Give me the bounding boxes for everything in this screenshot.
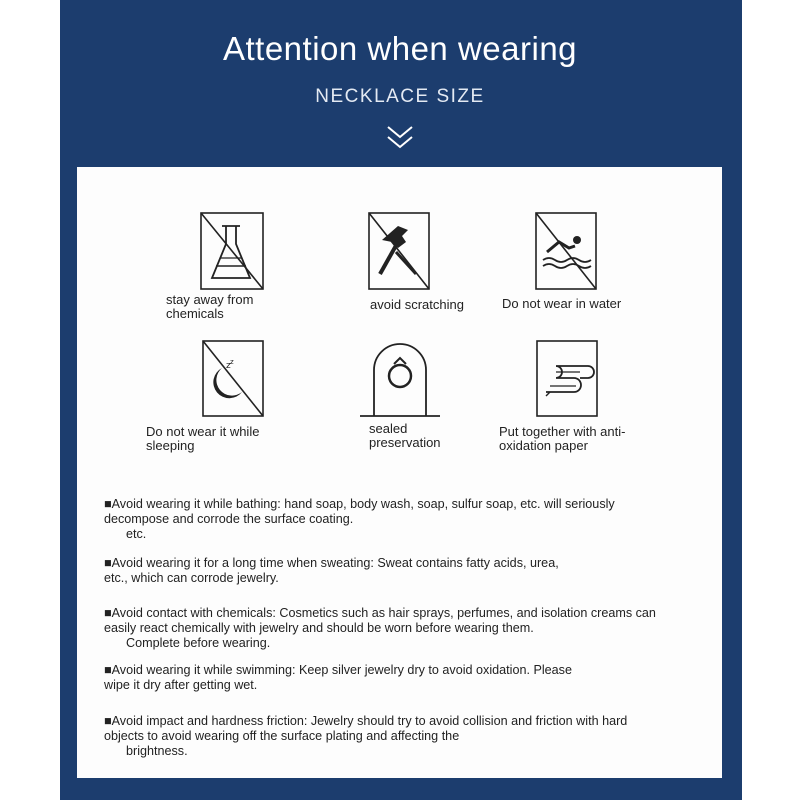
hammer-icon	[368, 212, 430, 290]
moon-icon	[202, 340, 264, 417]
label-water: Do not wear in water	[502, 296, 622, 311]
note-chemicals: ■Avoid contact with chemicals: Cosmetics such as hair sprays, perfumes, and isolation creams can easily react chemically with jewelry and should be worn before wearing them. Complete before wearing.	[104, 606, 656, 650]
label-sleeping: Do not wear it while sleeping	[146, 424, 260, 453]
note-bathing: ■Avoid wearing it while bathing: hand soap, body wash, soap, sulfur soap, etc. will seriously decompose and corrode the surface coating. etc.	[104, 497, 615, 541]
label-scratching: avoid scratching	[370, 297, 464, 312]
label-chemicals: stay away from chemicals	[166, 292, 254, 321]
swimmer-icon	[535, 212, 597, 290]
paper-roll-icon	[536, 340, 598, 417]
svg-text:z: z	[230, 358, 234, 366]
svg-text:z: z	[226, 361, 231, 371]
page-subtitle: NECKLACE SIZE	[315, 86, 485, 107]
note-impact: ■Avoid impact and hardness friction: Jewelry should try to avoid collision and friction with hard objects to avoid wearing off the surface plating and affecting the brightness.	[104, 714, 628, 758]
label-sealed: sealed preservation	[369, 421, 441, 450]
label-paper: Put together with anti- oxidation paper	[499, 424, 626, 453]
sealed-bag-ring-icon	[360, 340, 440, 420]
note-swimming: ■Avoid wearing it while swimming: Keep silver jewelry dry to avoid oxidation. Please wipe it dry after getting wet.	[104, 663, 572, 692]
note-sweating: ■Avoid wearing it for a long time when sweating: Sweat contains fatty acids, urea, etc., which can corrode jewelry.	[104, 556, 559, 585]
page-title: Attention when wearing	[222, 30, 578, 67]
flask-icon	[200, 212, 264, 290]
double-chevron-down-icon	[385, 124, 415, 152]
